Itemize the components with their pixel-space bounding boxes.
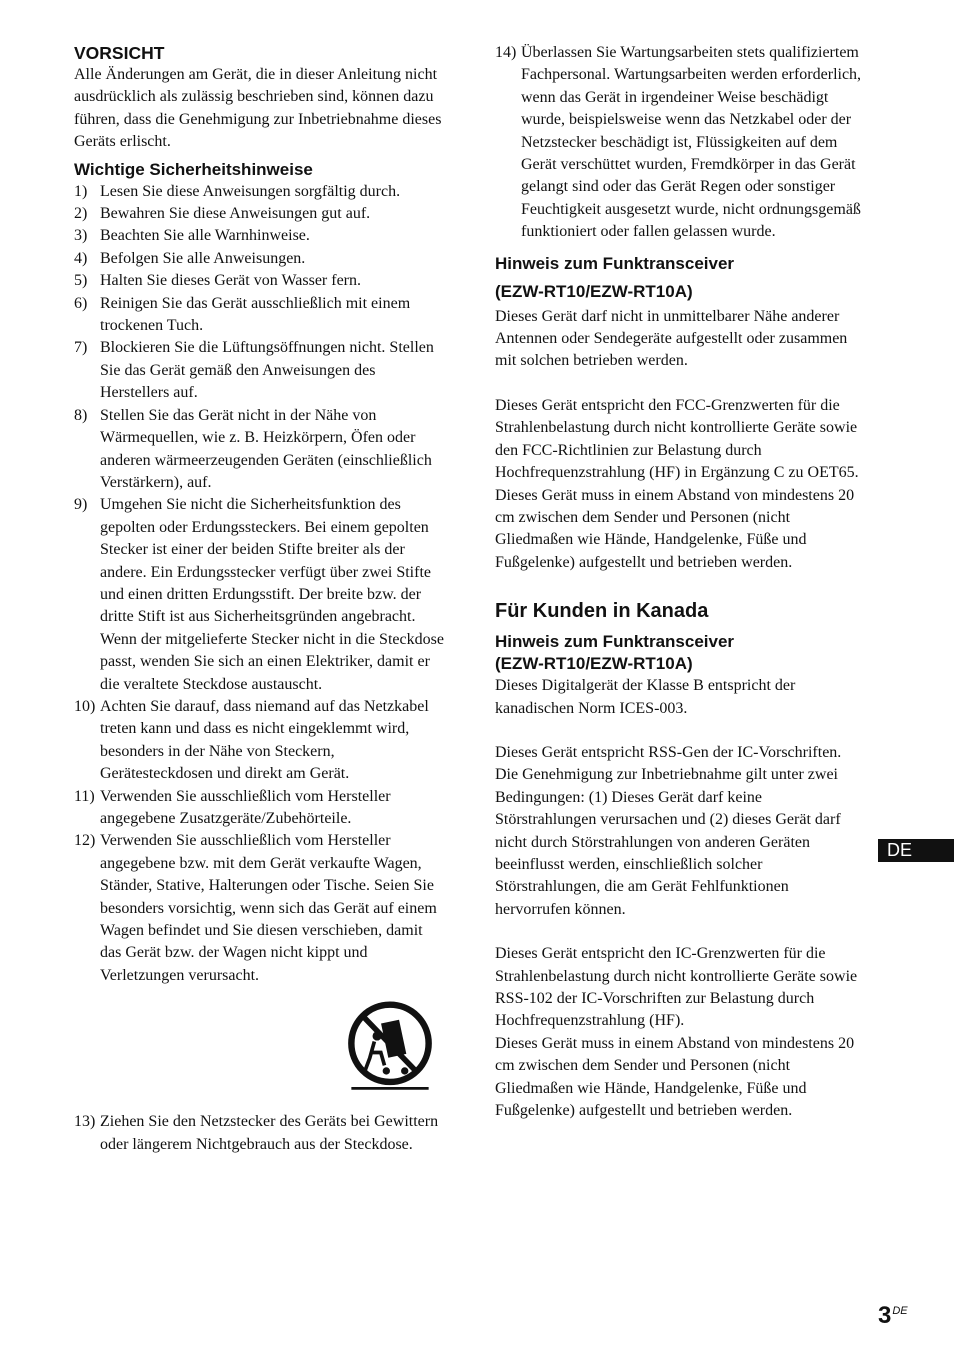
- transceiver-heading: [495, 250, 867, 306]
- item-number: 14): [495, 44, 517, 61]
- item-number: 7): [74, 339, 88, 357]
- list-item: [74, 830, 446, 987]
- page-number: [878, 1302, 908, 1330]
- canada-paragraph: Dieses Gerät entspricht den IC-Grenzwerten für die Strahlenbelastung durch nicht kontrollierte Geräte sowie RSS-102 der IC-Vorschriften zur Belastung durch Hochfrequenzstrahlung (HF).: [495, 945, 858, 1030]
- item-number: 13): [74, 1113, 96, 1131]
- item-text: Überlassen Sie Wartungsarbeiten stets qualifiziertem Fachpersonal. Wartungsarbeiten werden erforderlich, wenn das Gerät in irgendeiner Weise beschädigt wurde, beispielsweise wenn das Netzkabel oder der Netzstecker beschädigt ist, Flüssigkeiten auf dem Gerät verschüttet wurden, Fremdkörper in das Gerät gelangt sind oder das Gerät Regen oder sonstiger Feuchtigkeit ausgesetzt wurde, nicht ordnungsgemäß funktioniert oder fallen gelassen wurde.: [521, 44, 862, 241]
- language-tab: DE: [878, 839, 954, 862]
- item-text: Stellen Sie das Gerät nicht in der Nähe von Wärmequellen, wie z. B. Heizkörpern, Öfen oder anderen wärmeerzeugenden Geräten (einschließlich Verstärkern), auf.: [100, 406, 432, 491]
- vorsicht-text: Alle Änderungen am Gerät, die in dieser Anleitung nicht ausdrücklich als zulässig beschrieben sind, können dazu führen, dass die Genehmigung zur Inbetriebnahme dieses Geräts erlischt.: [74, 66, 442, 151]
- item-text: Halten Sie dieses Gerät von Wasser fern.: [100, 272, 361, 290]
- list-item: [74, 270, 446, 292]
- item-number: 2): [74, 205, 88, 223]
- item-number: 6): [74, 294, 88, 312]
- canada-heading: Für Kunden in Kanada: [495, 600, 709, 623]
- item-text: Reinigen Sie das Gerät ausschließlich mit einem trockenen Tuch.: [100, 294, 411, 335]
- list-item: [74, 786, 446, 831]
- canada-subheading: [495, 631, 867, 675]
- canada-paragraph: Dieses Gerät entspricht RSS-Gen der IC-Vorschriften.: [495, 743, 842, 761]
- list-item: [495, 42, 867, 244]
- item-number: 11): [74, 787, 95, 805]
- right-column: [495, 42, 867, 1122]
- list-item: [74, 494, 446, 696]
- safety-instructions-list: [74, 181, 446, 988]
- item-number: 9): [74, 496, 88, 514]
- list-item: [74, 337, 446, 404]
- canada-paragraph: Dieses Digitalgerät der Klasse B entspricht der kanadischen Norm ICES-003.: [495, 677, 796, 717]
- list-item: [74, 293, 446, 338]
- transceiver-paragraph: Dieses Gerät muss in einem Abstand von mindestens 20 cm zwischen dem Sender und Personen (nicht Gliedmaßen wie Hände, Handgelenke, Füße und Fußgelenke) aufgestellt und betrieben werden.: [495, 486, 855, 571]
- item-number: 4): [74, 249, 88, 267]
- item-number: 1): [74, 182, 88, 200]
- canada-paragraph: Dieses Gerät muss in einem Abstand von mindestens 20 cm zwischen dem Sender und Personen (nicht Gliedmaßen wie Hände, Handgelenke, Füße und Fußgelenke) aufgestellt und betrieben werden.: [495, 1034, 855, 1120]
- left-column: [74, 42, 446, 1156]
- item-number: 8): [74, 406, 88, 424]
- item-text: Lesen Sie diese Anweisungen sorgfältig durch.: [100, 182, 401, 200]
- list-item: [74, 225, 446, 247]
- item-text: Umgehen Sie nicht die Sicherheitsfunktion des gepolten oder Erdungssteckers. Bei einem gepolten Stecker ist einer der beiden Stifte breiter als der andere. Ein Erdungsstecker verfügt über zwei Stifte und einen dritten Erdungsstift. Der breite bzw. der dritte Stift ist aus Sicherheitsgründen angebracht. Wenn der mitgelieferte Stecker nicht in die Steckdose passt, wenden Sie sich an einen Elektriker, damit er die veraltete Steckdose austauscht.: [100, 496, 444, 693]
- item-text: Beachten Sie alle Warnhinweise.: [100, 227, 310, 245]
- item-text: Befolgen Sie alle Anweisungen.: [100, 249, 306, 267]
- list-item: [74, 248, 446, 270]
- list-item: [74, 696, 446, 786]
- list-item: [74, 181, 446, 203]
- vorsicht-heading: VORSICHT: [74, 43, 165, 63]
- canada-subheading-line-1: Hinweis zum Funktransceiver: [495, 632, 735, 652]
- item-text: Achten Sie darauf, dass niemand auf das Netzkabel treten kann und dass es nicht eingeklemmt wird, besonders in der Nähe von Steckern, Gerätesteckdosen und direkt am Gerät.: [100, 697, 429, 783]
- item-number: 10): [74, 697, 96, 715]
- item-number: 12): [74, 832, 96, 850]
- transceiver-paragraph: Dieses Gerät darf nicht in unmittelbarer Nähe anderer Antennen oder Sendegeräte aufgestellt oder zusammen mit solchen betrieben werden.: [495, 307, 848, 370]
- item-text: Ziehen Sie den Netzstecker des Geräts bei Gewittern oder längerem Nichtgebrauch aus der Steckdose.: [100, 1113, 439, 1153]
- safety-heading: Wichtige Sicherheitshinweise: [74, 159, 313, 179]
- transceiver-paragraph: Dieses Gerät entspricht den FCC-Grenzwerten für die Strahlenbelastung durch nicht kontrollierte Geräte sowie den FCC-Richtlinien zur Belastung durch Hochfrequenzstrahlung (HF) in Ergänzung C zu OET65.: [495, 396, 859, 482]
- cart-tip-over-warning-icon: [344, 1001, 436, 1093]
- item-text: Verwenden Sie ausschließlich vom Hersteller angegebene Zusatzgeräte/Zubehörteile.: [100, 787, 391, 827]
- item-number: 5): [74, 272, 88, 290]
- transceiver-heading-line-2: (EZW-RT10/EZW-RT10A): [495, 281, 693, 301]
- transceiver-heading-line-1: Hinweis zum Funktransceiver: [495, 253, 735, 273]
- list-item: [74, 203, 446, 225]
- item-text: Blockieren Sie die Lüftungsöffnungen nicht. Stellen Sie das Gerät gemäß den Anweisungen des Herstellers auf.: [100, 339, 434, 402]
- item-number: 3): [74, 227, 88, 245]
- list-item: [74, 1111, 446, 1156]
- canada-subheading-line-2: (EZW-RT10/EZW-RT10A): [495, 654, 693, 674]
- item-text: Verwenden Sie ausschließlich vom Hersteller angegebene bzw. mit dem Gerät verkaufte Wagen, Ständer, Stative, Halterungen oder Tische. Seien Sie besonders vorsichtig, wenn sich das Gerät auf einem Wagen befindet und Sie diesen verschieben, damit das Gerät bzw. der Wagen nicht kippt und Verletzungen verursacht.: [100, 832, 437, 984]
- page-number-suffix: DE: [892, 1305, 908, 1317]
- page-number-value: 3: [878, 1302, 892, 1329]
- item-text: Bewahren Sie diese Anweisungen gut auf.: [100, 205, 371, 223]
- canada-paragraph: Die Genehmigung zur Inbetriebnahme gilt unter zwei Bedingungen: (1) Dieses Gerät darf keine Störstrahlungen verursachen und (2) dieses Gerät darf nicht durch Störstrahlungen von anderen Geräten beeinflusst werden, einschließlich solcher Störstrahlungen, die am Gerät Fehlfunktionen hervorrufen können.: [495, 766, 841, 918]
- list-item: [74, 405, 446, 495]
